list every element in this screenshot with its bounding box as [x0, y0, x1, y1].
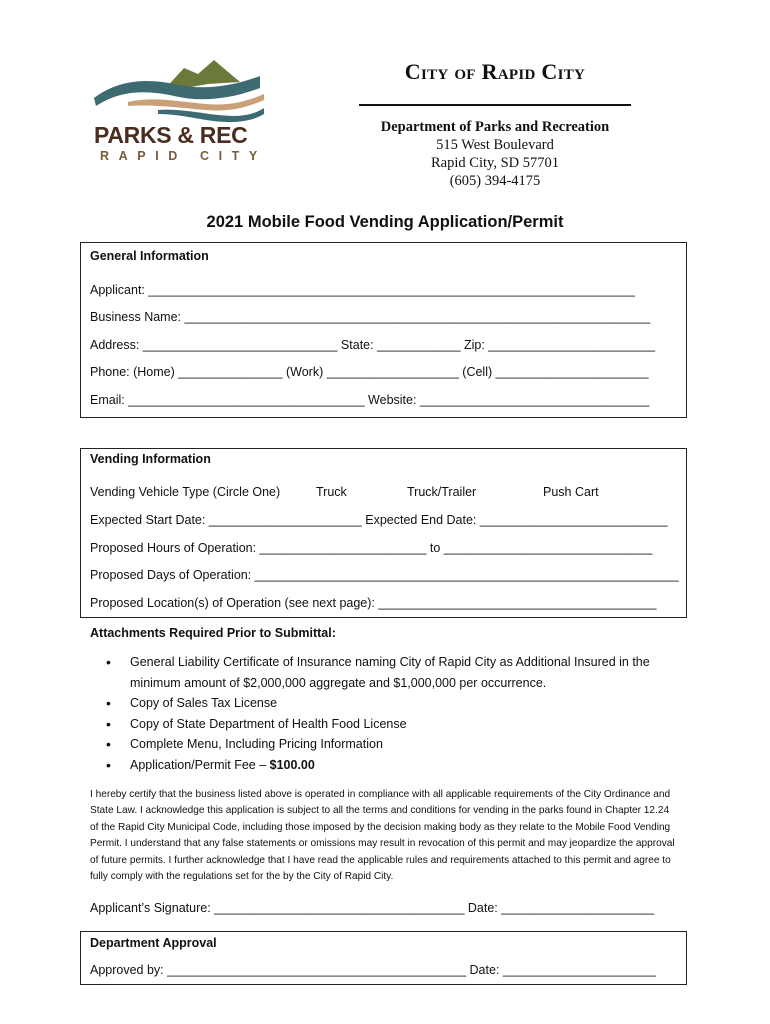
applicant-field[interactable]: Applicant: ______________________________________________________________________ [90, 283, 636, 297]
list-item: • Copy of Sales Tax License [106, 693, 676, 714]
department-phone: (605) 394-4175 [449, 173, 541, 189]
department-name: Department of Parks and Recreation [380, 119, 610, 135]
list-item: • General Liability Certificate of Insurance naming City of Rapid City as Additional Insured in the minimum amount of $2,000,000 aggregate and $1,000,000 per occurrence. [106, 652, 676, 693]
address-field[interactable]: Address: ____________________________ State: ____________ Zip: ________________________ [90, 338, 656, 352]
approved-by-field[interactable]: Approved by: ___________________________________________ Date: ______________________ [90, 963, 656, 977]
vehicle-type-label: Vending Vehicle Type (Circle One) [90, 485, 281, 499]
option-truck[interactable]: Truck [316, 485, 347, 499]
option-push-cart[interactable]: Push Cart [543, 485, 599, 499]
phone-field[interactable]: Phone: (Home) _______________ (Work) ___________________ (Cell) ______________________ [90, 365, 649, 379]
hours-of-operation-field[interactable]: Proposed Hours of Operation: ________________________ to ______________________________ [90, 541, 653, 555]
email-field[interactable]: Email: __________________________________ Website: _________________________________ [90, 393, 650, 407]
parks-rec-logo [88, 58, 266, 166]
city-state-zip: Rapid City, SD 57701 [431, 155, 559, 171]
street-address: 515 West Boulevard [436, 137, 554, 153]
attachments-heading: Attachments Required Prior to Submittal: [90, 626, 336, 640]
certification-statement: I hereby certify that the business listed above is operated in compliance with all applicable requirements of the City Ordinance and State Law. I acknowledge this application is subject to all the terms and conditions for vending in the parks found in Chapter 12.24 of the Rapid City Municipal Code, including those imposed by the decision making body as they relate to the Mobile Food Vending Permit. I understand that any false statements or omissions may result in revocation of this permit and may jeopardize the approval of future permits. I further acknowledge that I have read the applicable rules and requirements attached to this permit and agree to fully comply with the regulations set for the by the City of Rapid City. [90, 789, 675, 883]
attachments-list [106, 652, 676, 775]
mountain-wave-icon [88, 58, 266, 128]
logo-title: PARKS & REC [94, 122, 248, 148]
list-item-fee [106, 755, 676, 776]
letterhead [358, 58, 632, 190]
general-information-section [80, 242, 687, 418]
option-truck-trailer[interactable]: Truck/Trailer [407, 485, 477, 499]
city-title: City of Rapid City [404, 59, 586, 84]
fee-amount: $100.00 [269, 757, 315, 772]
vending-information-heading: Vending Information [90, 452, 211, 466]
list-item: • Complete Menu, Including Pricing Information [106, 734, 676, 755]
start-end-date-field[interactable]: Expected Start Date: ______________________ Expected End Date: ___________________________ [90, 513, 668, 527]
list-item: • Copy of State Department of Health Food License [106, 714, 676, 735]
form-title: 2021 Mobile Food Vending Application/Permit [206, 213, 564, 231]
general-information-heading: General Information [90, 249, 209, 263]
logo-subtitle: RAPID CITY [100, 149, 267, 163]
applicant-signature-field[interactable]: Applicant’s Signature: ____________________________________ Date: ______________________ [90, 901, 655, 915]
vending-information-section [80, 448, 687, 618]
business-name-field[interactable]: Business Name: ___________________________________________________________________ [90, 310, 651, 324]
days-of-operation-field[interactable]: Proposed Days of Operation: _____________________________________________________________ [90, 568, 679, 582]
header-divider [359, 104, 631, 106]
department-approval-heading: Department Approval [90, 936, 217, 950]
fee-label: Application/Permit Fee – [130, 757, 270, 772]
locations-field[interactable]: Proposed Location(s) of Operation (see next page): ________________________________________ [90, 596, 657, 610]
